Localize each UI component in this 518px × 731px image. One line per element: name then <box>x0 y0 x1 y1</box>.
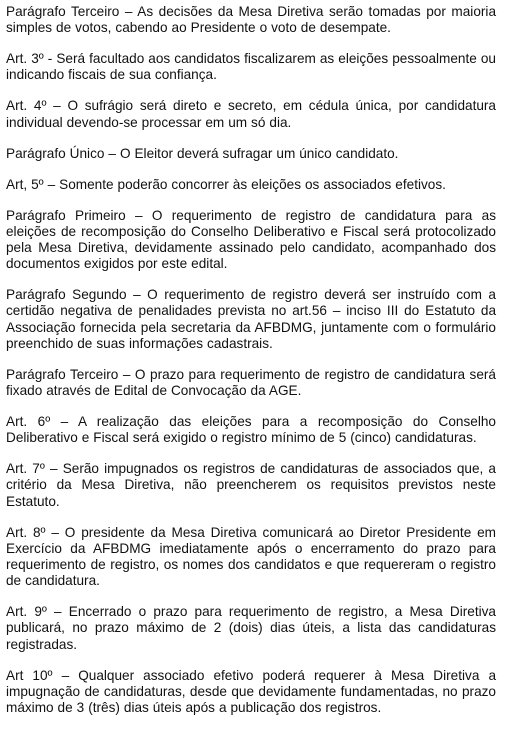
paragraph-art-10: Art 10º – Qualquer associado efetivo poderá requerer à Mesa Diretiva a impugnação de candidaturas, desde que devidamente fundamentadas, no prazo máximo de 3 (três) dias úteis após a publicação dos registros. <box>6 667 496 716</box>
paragraph-art-4: Art. 4º – O sufrágio será direto e secreto, em cédula única, por candidatura individual devendo-se processar em um só dia. <box>6 98 496 130</box>
paragraph-art-6: Art. 6º – A realização das eleições para a recomposição do Conselho Deliberativo e Fiscal será exigido o registro mínimo de 5 (cinco) candidaturas. <box>6 414 496 446</box>
paragraph-unico: Parágrafo Único – O Eleitor deverá sufragar um único candidato. <box>6 145 399 161</box>
paragraph-art-7: Art. 7º – Serão impugnados os registros de candidaturas de associados que, a critério da Mesa Diretiva, não preencherem os requisitos previstos neste Estatuto. <box>6 461 496 509</box>
paragraph-terceiro-prazo: Parágrafo Terceiro – O prazo para requerimento de registro de candidatura será fixado através de Edital de Convocação da AGE. <box>6 366 496 399</box>
paragraph-terceiro-mesa: Parágrafo Terceiro – As decisões da Mesa Diretiva serão tomadas por maioria simples de votos, cabendo ao Presidente o voto de desempate. <box>6 4 496 36</box>
paragraph-art-9: Art. 9º – Encerrado o prazo para requerimento de registro, a Mesa Diretiva publicará, no prazo máximo de 2 (dois) dias úteis, a lista das candidaturas registradas. <box>6 604 496 652</box>
paragraph-art-8: Art. 8º – O presidente da Mesa Diretiva comunicará ao Diretor Presidente em Exercício da AFBDMG imediatamente após o encerramento do prazo para requerimento de registro, os nomes dos candidatos e que requereram o registro de candidatura. <box>6 524 496 589</box>
paragraph-art-5: Art, 5º – Somente poderão concorrer às eleições os associados efetivos. <box>6 176 446 192</box>
paragraph-art-3: Art. 3º - Será facultado aos candidatos fiscalizarem as eleições pessoalmente ou indicando fiscais de sua confiança. <box>6 51 496 83</box>
paragraph-primeiro: Parágrafo Primeiro – O requerimento de registro de candidatura para as eleições de recomposição do Conselho Deliberativo e Fiscal será protocolizado pela Mesa Diretiva, devidamente assinado pelo candidato, acompanhado dos documentos exigidos por este edital. <box>6 207 496 272</box>
document-page <box>6 4 496 731</box>
paragraph-segundo: Parágrafo Segundo – O requerimento de registro deverá ser instruído com a certidão negativa de penalidades prevista no art.56 – inciso III do Estatuto da Associação fornecida pela secretaria da AFBDMG, juntamente com o formulário preenchido de suas informações cadastrais. <box>6 287 496 351</box>
